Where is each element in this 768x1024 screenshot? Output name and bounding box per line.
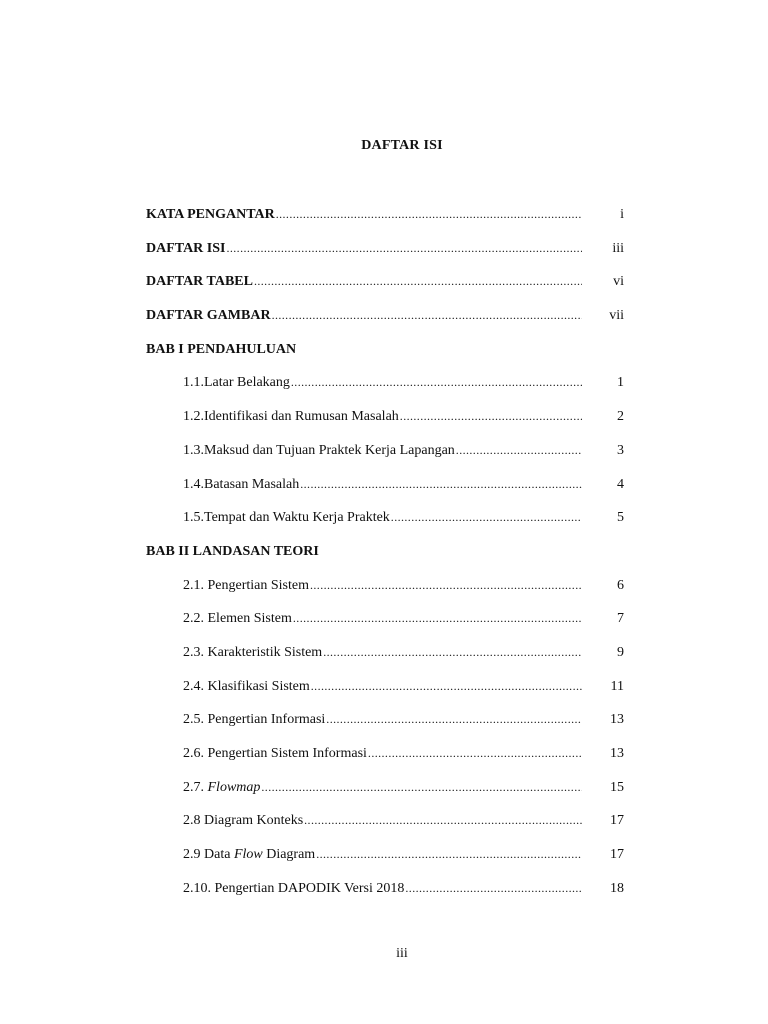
toc-entry-title: 2.8 Diagram Konteks [183, 813, 304, 829]
toc-entry-title-prefix: 2.9 Data [183, 847, 234, 863]
toc-entry-1-4[interactable] [146, 468, 624, 502]
toc-entry-title-prefix: 2.7. [183, 779, 208, 795]
toc-entry-page: 13 [610, 712, 624, 728]
toc-entry-daftar-isi[interactable] [146, 232, 624, 266]
toc-entry-title: 2.2. Elemen Sistem [183, 611, 292, 627]
toc-entry-title: 1.5.Tempat dan Waktu Kerja Praktek [183, 510, 390, 526]
toc-entry-page: vi [613, 274, 624, 290]
toc-entry-page: 5 [617, 510, 624, 526]
toc-entry-page: 17 [610, 847, 624, 863]
toc-entry-page: 17 [610, 813, 624, 829]
dot-leader [456, 434, 582, 468]
toc-entry-2-9[interactable] [146, 838, 624, 872]
toc-entry-title: 2.5. Pengertian Informasi [183, 712, 326, 728]
toc-entry-title: 1.3.Maksud dan Tujuan Praktek Kerja Lapangan [183, 442, 455, 458]
toc-entry-page: 7 [617, 611, 624, 627]
toc-entry-page: 18 [610, 880, 624, 896]
toc-entry-title [183, 771, 260, 805]
toc-entry-title: 1.1.Latar Belakang [183, 375, 290, 391]
toc-entry-2-7[interactable] [146, 771, 624, 805]
dot-leader [276, 198, 582, 232]
toc-entry-1-3[interactable] [146, 434, 624, 468]
toc-entry-title: DAFTAR GAMBAR [146, 308, 271, 324]
dot-leader [391, 501, 582, 535]
dot-leader [326, 703, 582, 737]
dot-leader [261, 771, 582, 805]
toc-entry-page: iii [612, 240, 624, 256]
toc-entry-2-2[interactable] [146, 602, 624, 636]
dot-leader [300, 468, 582, 502]
toc-entry-title-italic: Flow [233, 847, 263, 863]
toc-entry-page: 4 [617, 476, 624, 492]
toc-entry-page: 3 [617, 442, 624, 458]
toc-entry-2-10[interactable] [146, 872, 624, 906]
toc-entry-page: 6 [617, 577, 624, 593]
toc-entry-1-5[interactable] [146, 501, 624, 535]
dot-leader [293, 602, 582, 636]
toc-entry-page: i [620, 207, 624, 222]
toc-entry-title: KATA PENGANTAR [146, 207, 275, 222]
toc-entry-daftar-tabel[interactable] [146, 265, 624, 299]
toc-entry-title: 2.4. Klasifikasi Sistem [183, 678, 310, 694]
toc-entry-title: DAFTAR ISI [146, 240, 226, 256]
toc-entry-title-italic: Flowmap [207, 779, 261, 795]
dot-leader [310, 569, 582, 603]
toc-entry-title: DAFTAR TABEL [146, 274, 253, 290]
toc-entry-page: 13 [610, 746, 624, 761]
dot-leader [316, 838, 582, 872]
dot-leader [291, 366, 582, 400]
toc-entry-page: 1 [617, 375, 624, 391]
toc-entry-2-6[interactable] [146, 737, 624, 771]
toc-chapter-title: BAB II LANDASAN TEORI [146, 543, 319, 559]
toc-entry-title: 1.2.Identifikasi dan Rumusan Masalah [183, 409, 399, 425]
dot-leader [226, 232, 582, 266]
toc-entry-title: 2.6. Pengertian Sistem Informasi [183, 746, 367, 761]
toc-chapter-bab-1[interactable] [146, 333, 624, 367]
dot-leader [304, 804, 582, 838]
toc-entry-2-3[interactable] [146, 636, 624, 670]
toc-entry-daftar-gambar[interactable] [146, 299, 624, 333]
toc-entry-title: 2.1. Pengertian Sistem [183, 577, 309, 593]
dot-leader [368, 737, 582, 771]
dot-leader [311, 670, 582, 704]
footer-page-number: iii [396, 946, 408, 961]
toc-entry-page: vii [609, 308, 624, 324]
toc-entry-page: 2 [617, 409, 624, 425]
dot-leader [254, 265, 582, 299]
toc-entry-title [183, 838, 315, 872]
toc-entry-title: 1.4.Batasan Masalah [183, 476, 300, 492]
toc-entry-kata-pengantar[interactable] [146, 198, 624, 232]
dot-leader [323, 636, 582, 670]
page-title: DAFTAR ISI [361, 138, 443, 153]
toc-entry-page: 11 [610, 678, 624, 694]
toc-entry-2-5[interactable] [146, 703, 624, 737]
toc-entry-2-8[interactable] [146, 804, 624, 838]
toc-entry-2-1[interactable] [146, 569, 624, 603]
toc-entry-page: 15 [610, 779, 624, 795]
dot-leader [272, 299, 582, 333]
toc-entry-title: 2.3. Karakteristik Sistem [183, 644, 323, 660]
dot-leader [405, 872, 582, 906]
toc-entry-2-4[interactable] [146, 670, 624, 704]
table-of-contents [146, 198, 624, 905]
toc-chapter-bab-2[interactable] [146, 535, 624, 569]
toc-entry-title: 2.10. Pengertian DAPODIK Versi 2018 [183, 880, 405, 896]
dot-leader [400, 400, 582, 434]
toc-entry-1-1[interactable] [146, 366, 624, 400]
toc-entry-1-2[interactable] [146, 400, 624, 434]
toc-entry-page: 9 [617, 644, 624, 660]
toc-entry-title-suffix: Diagram [262, 847, 316, 863]
toc-chapter-title: BAB I PENDAHULUAN [146, 341, 297, 357]
